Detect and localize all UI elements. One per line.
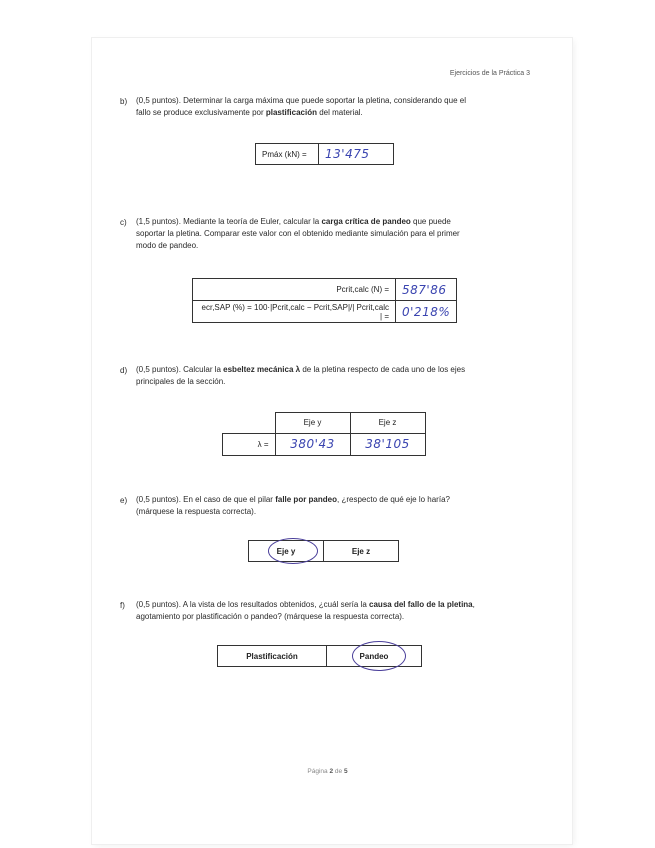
question-c-line-1-post: que puede: [410, 217, 451, 226]
question-b-text: [136, 95, 536, 119]
question-e-label: e): [120, 496, 128, 505]
pmax-answer[interactable]: 13'475: [319, 144, 394, 165]
lambda-y-answer[interactable]: 380'43: [275, 433, 350, 455]
lambda-table-corner: [223, 413, 276, 434]
question-e-line-1: [136, 494, 536, 506]
error-sap-answer[interactable]: 0'218%: [396, 301, 457, 323]
option-eje-y[interactable]: Eje y: [249, 541, 324, 562]
pmax-label: Pmáx (kN) =: [256, 144, 319, 165]
pcrit-calc-label: Pcrit,calc (N) =: [193, 279, 396, 301]
question-b-label: b): [120, 97, 128, 106]
selection-circle-pandeo: [352, 641, 406, 671]
question-f-label: f): [120, 601, 125, 610]
question-b-table: [255, 143, 394, 165]
page-header-title: Ejercicios de la Práctica 3: [449, 70, 530, 77]
col-eje-y: Eje y: [275, 413, 350, 434]
question-f-text: [136, 599, 536, 623]
question-d-label: d): [120, 366, 128, 375]
question-d-line-2: principales de la sección.: [136, 377, 226, 386]
option-eje-z[interactable]: Eje z: [324, 541, 399, 562]
error-sap-label: ecr,SAP (%) = 100·|Pcrit,calc − Pcrit,SAP|/| Pcrit,calc | =: [193, 301, 396, 323]
col-eje-z: Eje z: [350, 413, 425, 434]
question-f-line-2: agotamiento por plastificación o pandeo? (márquese la respuesta correcta).: [136, 612, 405, 621]
lambda-label: λ =: [223, 433, 276, 455]
question-c-line-1: [136, 216, 536, 228]
question-d-text: [136, 364, 536, 388]
question-c-text: [136, 216, 536, 252]
footer-prefix: Página: [307, 768, 330, 775]
question-e-line-1-post: , ¿respecto de qué eje lo haría?: [337, 495, 450, 504]
question-c-table: [192, 278, 457, 323]
question-f-line-1-post: ,: [472, 600, 475, 609]
question-b-line-1: (0,5 puntos). Determinar la carga máxima que puede soportar la pletina, considerando que el: [136, 96, 466, 105]
question-e-line-1-pre: (0,5 puntos). En el caso de que el pilar: [136, 495, 276, 504]
question-e-bold: falle por pandeo: [275, 495, 337, 504]
pcrit-calc-answer[interactable]: 587'86: [396, 279, 457, 301]
question-e-line-2: (márquese la respuesta correcta).: [136, 507, 257, 516]
question-b-bold: plastificación: [265, 108, 317, 117]
option-plastificacion[interactable]: Plastificación: [218, 646, 327, 667]
question-c-line-1-pre: (1,5 puntos). Mediante la teoría de Euler, calcular la: [136, 217, 322, 226]
question-d-line-1-post: de la pletina respecto de cada uno de los ejes: [300, 365, 466, 374]
question-e-text: [136, 494, 536, 518]
question-f-line-1: [136, 599, 536, 611]
footer-mid: de: [333, 768, 344, 775]
question-c-line-3: modo de pandeo.: [136, 241, 199, 250]
question-d-table: [222, 412, 426, 456]
option-pandeo[interactable]: Pandeo: [327, 646, 422, 667]
question-f-bold: causa del fallo de la pletina: [369, 600, 473, 609]
question-b-line-2-pre: fallo se produce exclusivamente por: [136, 108, 266, 117]
question-d-line-1: [136, 364, 536, 376]
lambda-z-answer[interactable]: 38'105: [350, 433, 425, 455]
question-b-line-2: [136, 107, 536, 119]
question-d-line-1-pre: (0,5 puntos). Calcular la: [136, 365, 224, 374]
question-d-bold: esbeltez mecánica λ: [223, 365, 301, 374]
footer-total-pages: 5: [343, 768, 348, 775]
selection-circle-eje-y: [268, 538, 318, 564]
question-f-line-1-pre: (0,5 puntos). A la vista de los resultados obtenidos, ¿cuál sería la: [136, 600, 370, 609]
page-footer: [0, 768, 655, 775]
question-c-bold: carga crítica de pandeo: [321, 217, 411, 226]
footer-page-number: 2: [329, 768, 334, 775]
question-b-line-2-post: del material.: [316, 108, 363, 117]
question-c-line-2: soportar la pletina. Comparar este valor con el obtenido mediante simulación para el primer: [136, 229, 460, 238]
question-c-label: c): [120, 218, 127, 227]
